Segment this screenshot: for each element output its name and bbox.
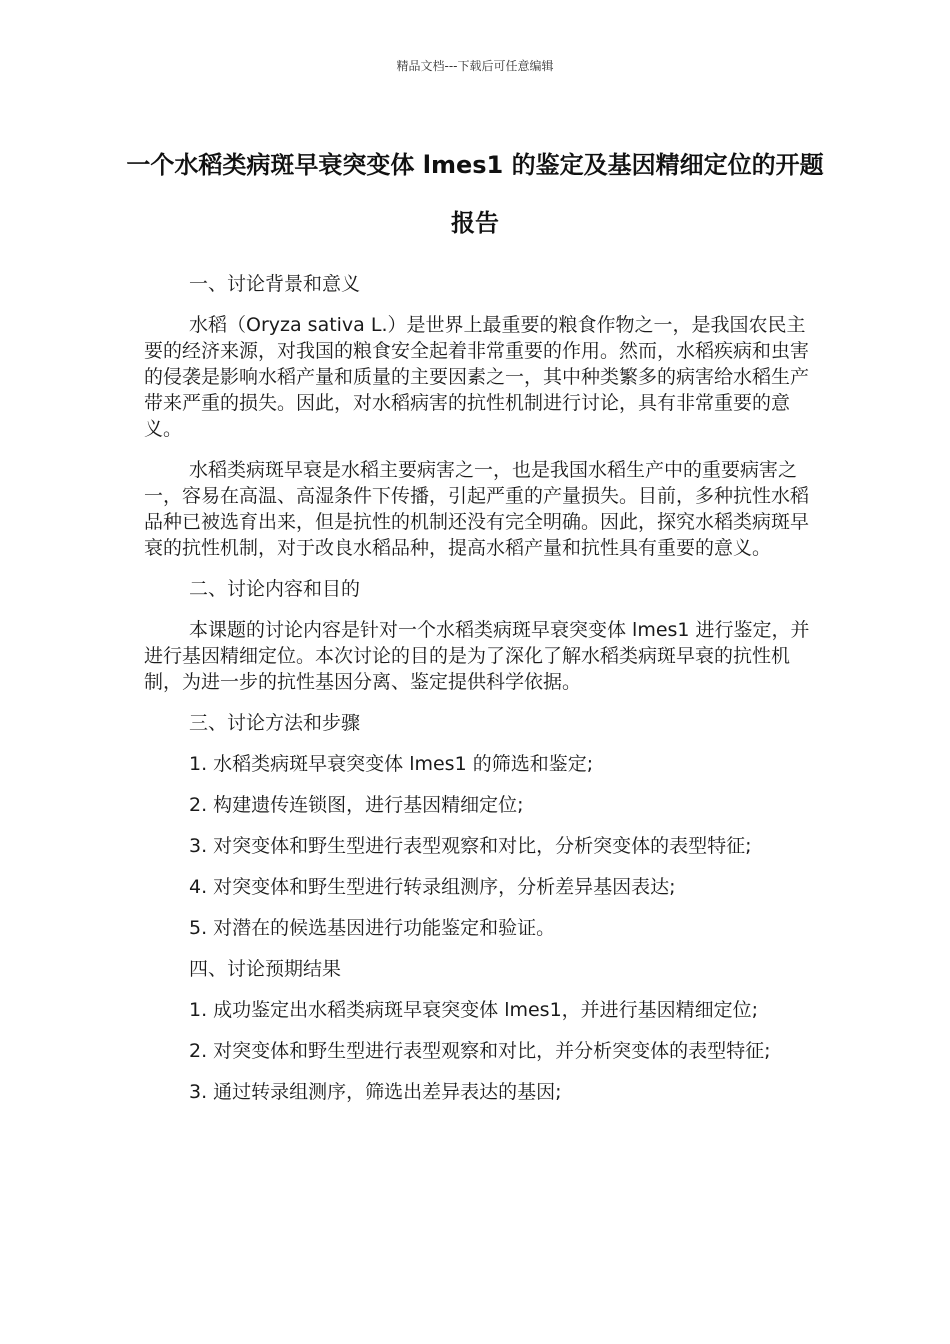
list-item: 5. 对潜在的候选基因进行功能鉴定和验证。 <box>189 917 556 939</box>
document-title: 一个水稻类病斑早衰突变体 lmes1 的鉴定及基因精细定位的开题报告 <box>126 151 824 237</box>
list-item: 4. 对突变体和野生型进行转录组测序，分析差异基因表达; <box>189 876 676 898</box>
list-item: 3. 通过转录组测序，筛选出差异表达的基因; <box>189 1081 562 1103</box>
body-paragraph: 本课题的讨论内容是针对一个水稻类病斑早衰突变体 lmes1 进行鉴定，并进行基因精细定位。本次讨论的目的是为了深化了解水稻类病斑早衰的抗性机制，为进一步的抗性基因分离、鉴定提供科学依据。 <box>144 619 810 693</box>
body-paragraph: 水稻类病斑早衰是水稻主要病害之一，也是我国水稻生产中的重要病害之一，容易在高温、高湿条件下传播，引起严重的产量损失。目前，多种抗性水稻品种已被选育出来，但是抗性的机制还没有完全明确。因此，探究水稻类病斑早衰的抗性机制，对于改良水稻品种，提高水稻产量和抗性具有重要的意义。 <box>144 459 810 559</box>
list-item: 2. 对突变体和野生型进行表型观察和对比，并分析突变体的表型特征; <box>189 1040 771 1062</box>
section-heading: 一、讨论背景和意义 <box>189 273 361 295</box>
list-item: 3. 对突变体和野生型进行表型观察和对比，分析突变体的表型特征; <box>189 835 752 857</box>
section-heading: 四、讨论预期结果 <box>189 958 342 980</box>
section-heading: 三、讨论方法和步骤 <box>189 712 361 734</box>
page-header-note: 精品文档---下载后可任意编辑 <box>396 59 554 73</box>
list-item: 1. 成功鉴定出水稻类病斑早衰突变体 lmes1，并进行基因精细定位; <box>189 999 759 1021</box>
document-body <box>144 271 812 1120</box>
section-heading: 二、讨论内容和目的 <box>189 578 361 600</box>
body-paragraph: 水稻（Oryza sativa L.）是世界上最重要的粮食作物之一，是我国农民主要的经济来源，对我国的粮食安全起着非常重要的作用。然而，水稻疾病和虫害的侵袭是影响水稻产量和质量的主要因素之一，其中种类繁多的病害给水稻生产带来严重的损失。因此，对水稻病害的抗性机制进行讨论，具有非常重要的意义。 <box>144 314 810 440</box>
list-item: 2. 构建遗传连锁图，进行基因精细定位; <box>189 794 524 816</box>
list-item: 1. 水稻类病斑早衰突变体 lmes1 的筛选和鉴定; <box>189 753 594 775</box>
